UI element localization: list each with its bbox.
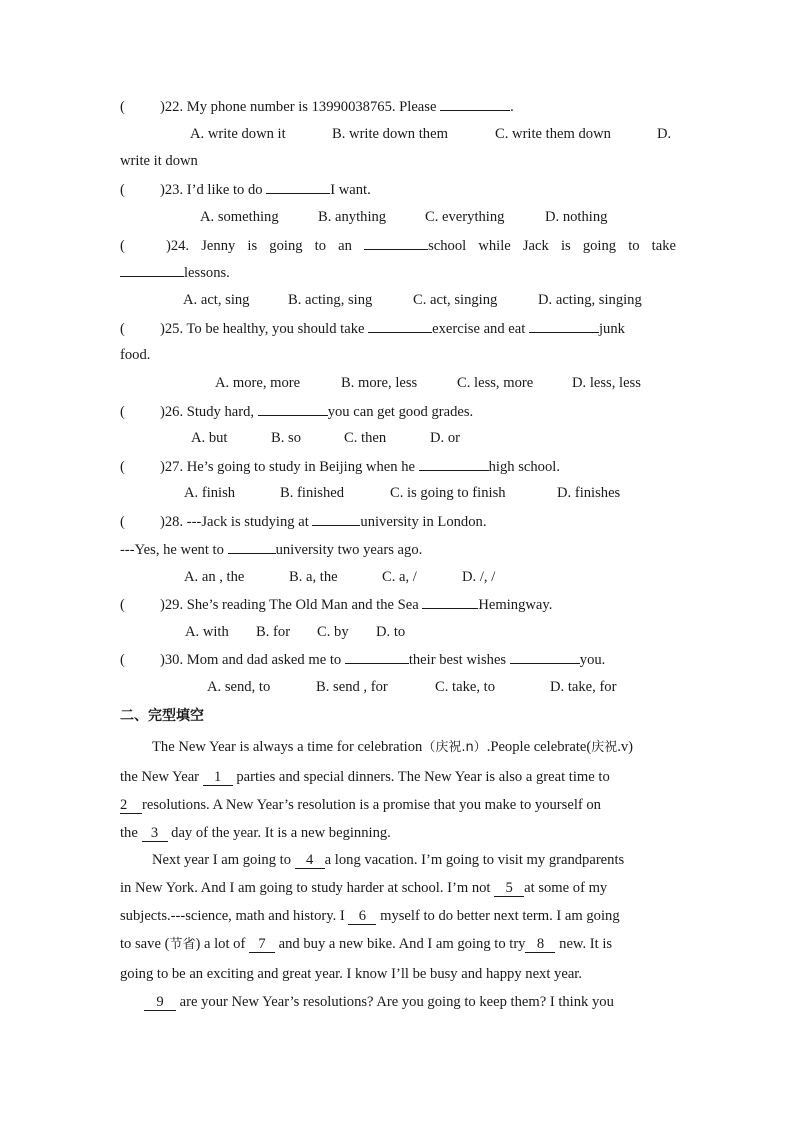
question-22-stem: )22. My phone number is 13990038765. Please [160,99,437,115]
passage-line-9: going to be an exciting and great year. I know I’ll be busy and happy next year. [120,966,582,982]
question-22-end: . [510,99,514,115]
option-c: C. take, to [435,679,495,695]
answer-paren-open: ( [120,459,125,475]
passage-text: .v) [617,739,634,755]
blank-8[interactable]: 8 [525,937,555,953]
passage-line-10 [144,991,676,1013]
answer-paren-open: ( [120,514,125,530]
option-d: D. /, / [462,569,496,585]
option-a: A. with [185,624,229,640]
question-24-wrap-text: lessons. [184,265,230,281]
passage-cjk: （庆祝.n） [422,740,487,755]
question-29-end: Hemingway. [478,597,553,613]
question-22-option-d-wrap: write it down [120,153,198,169]
answer-paren-open: ( [120,182,125,198]
question-27-end: high school. [488,459,560,475]
passage-text: in New York. And I am going to study harder at school. I’m not [120,880,491,896]
passage-text: Next year I am going to [152,852,292,868]
blank-4[interactable]: 4 [295,853,325,869]
option-d: D. or [430,430,460,446]
question-25-options [215,372,641,394]
question-22-options [190,123,671,145]
option-d: D. finishes [557,485,621,501]
answer-blank[interactable] [258,400,328,416]
passage-line-7 [120,905,676,927]
option-a: A. more, more [215,375,301,391]
blank-5[interactable]: 5 [494,881,524,897]
option-a: A. write down it [190,126,286,142]
option-b: B. send , for [316,679,388,695]
option-a: A. an , the [184,569,245,585]
answer-blank[interactable] [266,178,330,194]
question-30-options [207,676,616,698]
question-22 [120,95,676,117]
answer-paren-open: ( [120,321,125,337]
passage-text: the New Year [120,769,200,785]
option-a: A. act, sing [183,292,250,308]
passage-line-2 [120,766,676,788]
question-30-end: you. [579,652,606,668]
answer-paren-open: ( [120,238,125,254]
passage-text: myself to do better next term. I am going [380,908,620,924]
passage-text: a long vacation. I’m going to visit my grandparents [324,852,625,868]
question-24-mid: school while Jack is going to take [428,238,676,254]
option-d: D. take, for [550,679,617,695]
question-30 [120,648,676,670]
question-28-line2-start: ---Yes, he went to [120,542,224,558]
question-25 [120,317,676,339]
question-28-line2 [120,538,676,560]
question-29-options [185,621,405,643]
blank-3[interactable]: 3 [142,826,168,842]
passage-text: parties and special dinners. The New Year is also a great time to [236,769,610,785]
answer-paren-open: ( [120,404,125,420]
question-28-end: university in London. [360,514,487,530]
passage-text: and buy a new bike. And I am going to try [278,936,526,952]
passage-line-5 [152,849,676,871]
blank-6[interactable]: 6 [348,909,376,925]
passage-text: the [120,825,138,841]
question-27-stem: )27. He’s going to study in Beijing when he [160,459,415,475]
passage-cjk: 庆祝 [591,740,618,755]
question-23-options [200,206,607,228]
question-24-stem: )24. Jenny is going to an [166,238,352,254]
option-a: A. send, to [207,679,271,695]
answer-blank[interactable] [529,317,599,333]
blank-9[interactable]: 9 [144,995,176,1011]
question-29 [120,593,676,615]
passage-text: .People celebrate( [486,739,592,755]
question-30-stem: )30. Mom and dad asked me to [160,652,342,668]
option-d: D. less, less [572,375,641,391]
section-heading: 二、完型填空 [120,708,204,724]
answer-blank[interactable] [228,538,276,554]
passage-text: are your New Year’s resolutions? Are you going to keep them? I think you [179,994,614,1010]
option-c: C. is going to finish [390,485,506,501]
option-a: A. finish [184,485,236,501]
question-29-stem: )29. She’s reading The Old Man and the Sea [160,597,419,613]
question-26-end: you can get good grades. [327,404,474,420]
option-d: D. nothing [545,209,608,225]
question-28-line2-end: university two years ago. [275,542,423,558]
question-28-stem: )28. ---Jack is studying at [160,514,309,530]
answer-paren-open: ( [120,652,125,668]
option-c: C. write them down [495,126,611,142]
option-c: C. then [344,430,387,446]
question-23-end: I want. [330,182,371,198]
passage-text: to save ( [120,936,170,952]
question-28-options [184,566,495,588]
option-c: C. less, more [457,375,534,391]
option-d: D. [657,126,672,142]
option-d: D. acting, singing [538,292,642,308]
answer-blank[interactable] [312,510,360,526]
option-d: D. to [376,624,406,640]
option-a: A. but [191,430,228,446]
answer-paren-open: ( [120,99,125,115]
blank-2[interactable]: 2 [120,798,142,814]
question-24-options [183,289,642,311]
passage-line-6 [120,877,676,899]
option-b: B. write down them [332,126,448,142]
option-b: B. acting, sing [288,292,373,308]
passage-line-1 [152,736,676,758]
question-25-end: junk [598,321,625,337]
option-c: C. act, singing [413,292,498,308]
passage-line-8 [120,933,676,955]
option-c: C. by [317,624,349,640]
answer-paren-open: ( [120,597,125,613]
answer-blank[interactable] [510,648,580,664]
option-c: C. everything [425,209,505,225]
passage-text: The New Year is always a time for celebration [152,739,423,755]
option-b: B. for [256,624,291,640]
passage-text: day of the year. It is a new beginning. [171,825,391,841]
question-27 [120,455,676,477]
answer-blank[interactable] [345,648,409,664]
passage-text: ) a lot of [195,936,246,952]
question-25-wrap: food. [120,347,151,363]
option-b: B. a, the [289,569,338,585]
passage-text: new. It is [559,936,613,952]
option-b: B. so [271,430,302,446]
question-23-stem: )23. I’d like to do [160,182,263,198]
answer-blank[interactable] [120,261,184,277]
option-a: A. something [200,209,279,225]
question-24 [120,234,676,256]
option-c: C. a, / [382,569,417,585]
question-27-options [184,482,620,504]
passage-cjk: 节省 [169,937,196,952]
passage-text: subjects.---science, math and history. I [120,908,345,924]
question-26-options [191,427,460,449]
option-b: B. finished [280,485,345,501]
passage-line-3 [120,794,676,816]
answer-blank[interactable] [368,317,432,333]
question-24-wrap [120,261,676,283]
passage-line-4 [120,822,676,844]
option-b: B. anything [318,209,387,225]
answer-blank[interactable] [440,95,510,111]
option-b: B. more, less [341,375,418,391]
answer-blank[interactable] [419,455,489,471]
question-23 [120,178,676,200]
question-25-stem: )25. To be healthy, you should take [160,321,365,337]
blank-1[interactable]: 1 [203,770,233,786]
question-26-stem: )26. Study hard, [160,404,255,420]
question-30-mid: their best wishes [408,652,507,668]
blank-7[interactable]: 7 [249,937,275,953]
passage-text: at some of my [524,880,608,896]
answer-blank[interactable] [422,593,478,609]
question-26 [120,400,676,422]
answer-blank[interactable] [364,234,428,250]
question-28 [120,510,676,532]
passage-text: resolutions. A New Year’s resolution is a promise that you make to yourself on [142,797,601,813]
question-25-mid: exercise and eat [432,321,526,337]
